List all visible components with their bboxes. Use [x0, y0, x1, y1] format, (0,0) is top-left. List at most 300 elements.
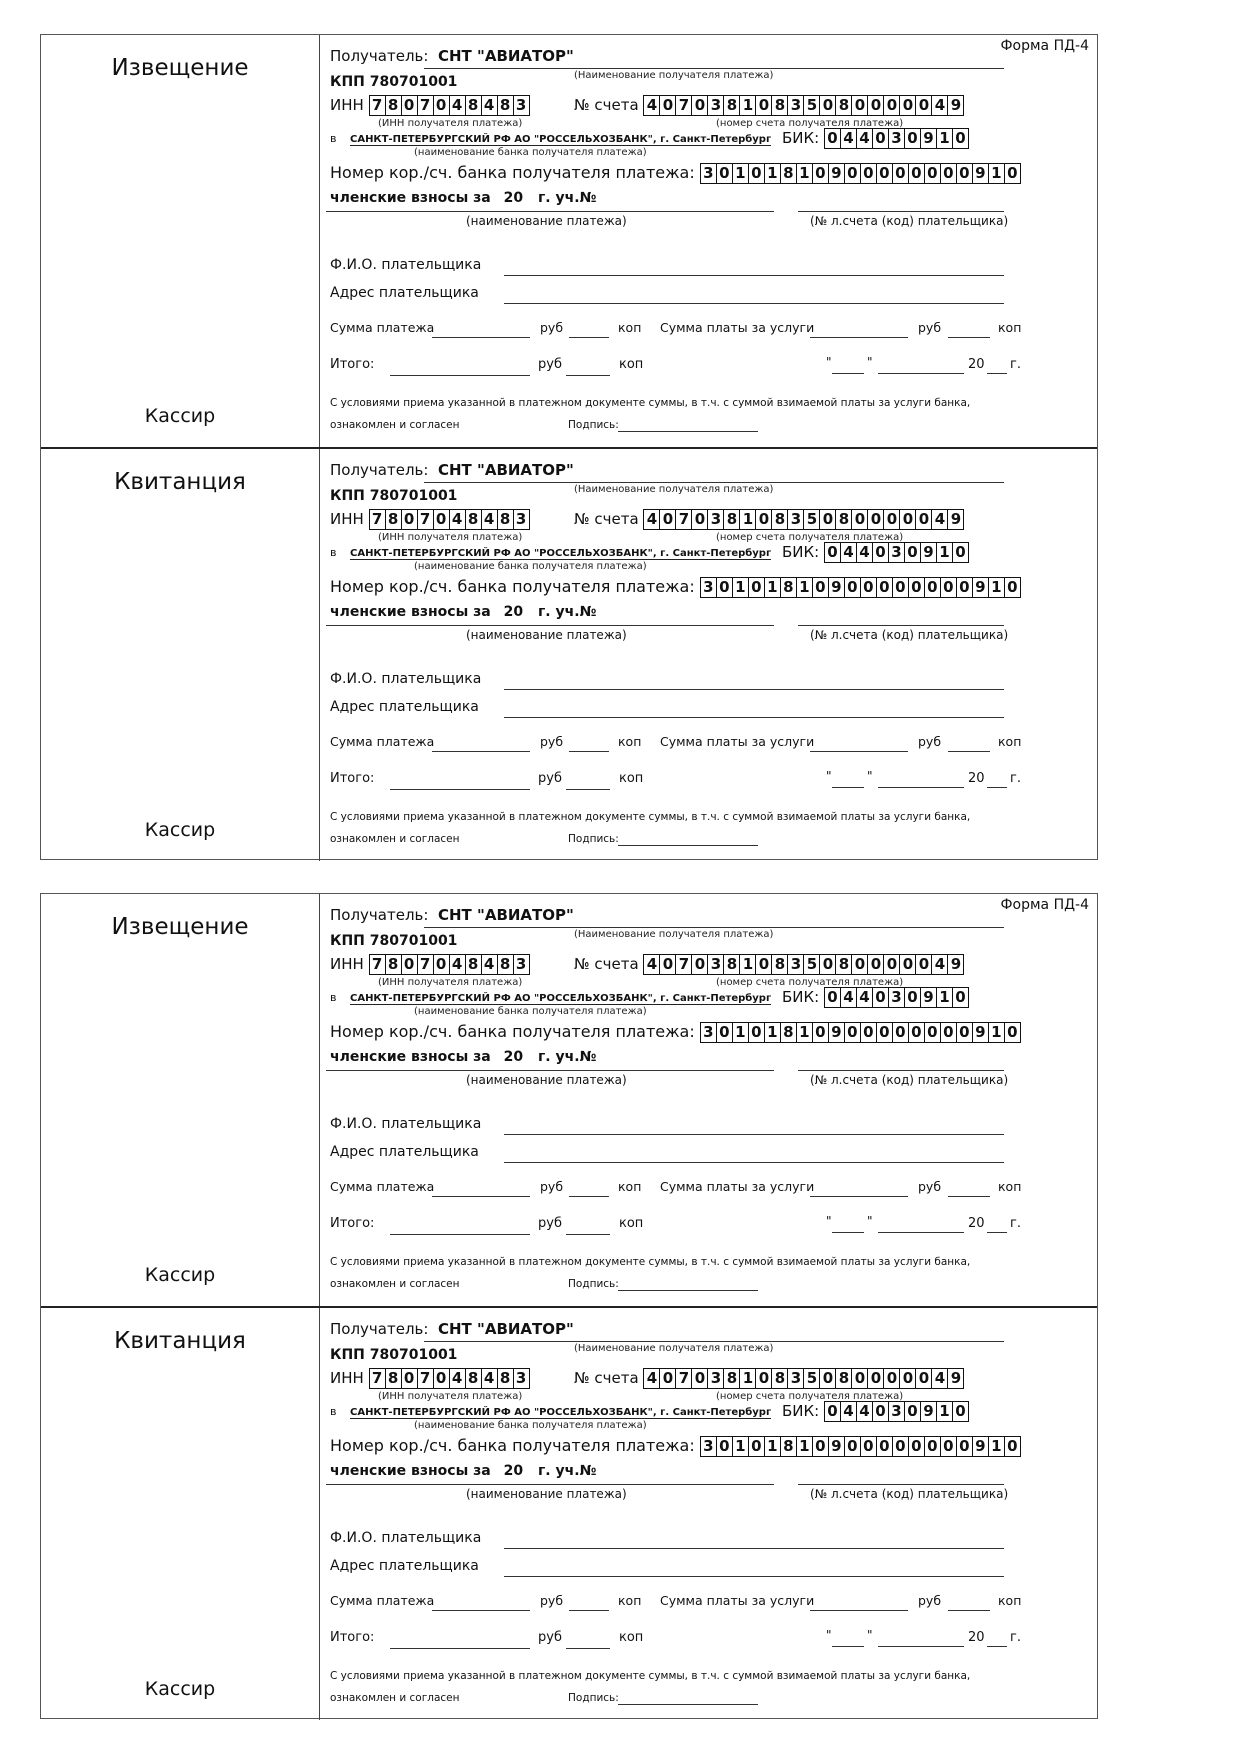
digit-cell: 0	[1004, 164, 1020, 183]
digit-cell: 1	[764, 578, 780, 597]
date-year-suffix: г.	[1010, 1216, 1021, 1231]
service-fee-label: Сумма платы за услуги	[660, 320, 815, 335]
payer-address-label: Адрес плательщика	[330, 1558, 479, 1574]
date-month-field[interactable]	[878, 787, 964, 788]
service-fee-kop-label: коп	[998, 1179, 1022, 1194]
digit-cell: 9	[828, 1437, 844, 1456]
account-code-caption: (№ л.счета (код) плательщика)	[810, 1487, 1009, 1501]
digit-cell: 0	[915, 955, 931, 974]
digit-cell: 0	[908, 578, 924, 597]
payer-address-field[interactable]	[504, 303, 1004, 304]
digit-cell: 0	[860, 578, 876, 597]
account-label: № счета	[574, 96, 639, 114]
date-quote-close: "	[867, 1214, 873, 1228]
inn-caption: (ИНН получателя платежа)	[378, 118, 523, 129]
digit-cell: 0	[899, 1369, 915, 1388]
digit-cell: 4	[481, 1369, 497, 1388]
corr-account-cells	[700, 1022, 1021, 1043]
total-kop-label: коп	[619, 1630, 644, 1645]
digit-cell: 9	[947, 510, 963, 529]
left-column	[41, 894, 320, 1306]
digit-cell: 0	[860, 1437, 876, 1456]
digit-cell: 9	[972, 1023, 988, 1042]
signature-label: Подпись:	[568, 1278, 619, 1290]
recipient-name: СНТ "АВИАТОР"	[438, 1320, 574, 1338]
digit-cell: 1	[764, 1437, 780, 1456]
account-caption: (номер счета получателя платежа)	[716, 532, 904, 543]
recipient-label: Получатель:	[330, 1320, 429, 1338]
digit-cell: 9	[920, 1402, 936, 1421]
bank-name: САНКТ-ПЕТЕРБУРГСКИЙ РФ АО "РОССЕЛЬХОЗБАНК", г. Санкт-Петербург	[349, 993, 772, 1004]
digit-cell: 0	[952, 988, 968, 1007]
digit-cell: 1	[732, 578, 748, 597]
digit-cell: 0	[748, 164, 764, 183]
digit-cell: 0	[908, 164, 924, 183]
payment-form-2	[40, 893, 1098, 1719]
account-code-underline	[798, 1070, 1004, 1071]
digit-cell: 0	[819, 1369, 835, 1388]
date-day-field[interactable]	[832, 787, 864, 788]
date-year-field[interactable]	[987, 1646, 1007, 1647]
payer-name-field[interactable]	[504, 1134, 1004, 1135]
terms-line-1: С условиями приема указанной в платежном документе суммы, в т.ч. с суммой взимаемой платы за услуги банка,	[330, 811, 971, 823]
digit-cell: 4	[840, 543, 856, 562]
sum-rub-field[interactable]	[432, 1196, 530, 1197]
digit-cell: 0	[819, 955, 835, 974]
sum-rub-field[interactable]	[432, 751, 530, 752]
sum-rub-label: руб	[540, 1593, 564, 1608]
digit-cell: 0	[952, 543, 968, 562]
digit-cell: 0	[827, 988, 838, 1006]
service-fee-rub-field[interactable]	[810, 751, 908, 752]
payer-address-label: Адрес плательщика	[330, 699, 479, 715]
account-cells	[643, 509, 964, 530]
corr-account-label: Номер кор./сч. банка получателя платежа:	[330, 1022, 695, 1041]
total-rub-field[interactable]	[390, 1648, 530, 1649]
account-cells	[643, 1368, 964, 1389]
digit-cell: 0	[755, 96, 771, 115]
digit-cell: 0	[748, 578, 764, 597]
service-fee-kop-field[interactable]	[948, 751, 990, 752]
date-month-field[interactable]	[878, 1646, 964, 1647]
digit-cell: 5	[803, 96, 819, 115]
date-day-field[interactable]	[832, 1232, 864, 1233]
digit-cell: 0	[844, 578, 860, 597]
digit-cell: 0	[899, 96, 915, 115]
total-kop-field[interactable]	[566, 1234, 610, 1235]
digit-cell: 0	[915, 510, 931, 529]
account-cells	[643, 95, 964, 116]
digit-cell: 1	[936, 129, 952, 148]
service-fee-label: Сумма платы за услуги	[660, 1179, 815, 1194]
payer-address-field[interactable]	[504, 1576, 1004, 1577]
recipient-name: СНТ "АВИАТОР"	[438, 906, 574, 924]
digit-cell: 3	[888, 129, 904, 148]
total-kop-field[interactable]	[566, 789, 610, 790]
purpose-suffix: г. уч.№	[537, 1049, 597, 1065]
digit-cell: 0	[892, 1023, 908, 1042]
signature-field[interactable]	[618, 845, 758, 846]
signature-field[interactable]	[618, 1290, 758, 1291]
digit-cell: 0	[659, 1369, 675, 1388]
service-fee-kop-field[interactable]	[948, 1196, 990, 1197]
digit-cell: 3	[888, 988, 904, 1007]
digit-cell: 8	[771, 510, 787, 529]
digit-cell: 0	[691, 955, 707, 974]
sum-kop-label: коп	[618, 1179, 642, 1194]
digit-cell: 7	[417, 955, 433, 974]
digit-cell: 0	[659, 510, 675, 529]
digit-cell: 4	[931, 1369, 947, 1388]
digit-cell: 9	[947, 96, 963, 115]
in-label: в	[330, 132, 337, 145]
inn-caption: (ИНН получателя платежа)	[378, 977, 523, 988]
digit-cell: 0	[876, 164, 892, 183]
corr-account-label: Номер кор./сч. банка получателя платежа:	[330, 577, 695, 596]
date-day-field[interactable]	[832, 1646, 864, 1647]
bank-caption: (наименование банка получателя платежа)	[414, 147, 647, 158]
inn-cells	[369, 509, 530, 530]
sum-rub-field[interactable]	[432, 337, 530, 338]
digit-cell: 8	[497, 1369, 513, 1388]
total-rub-field[interactable]	[390, 1234, 530, 1235]
service-fee-kop-label: коп	[998, 734, 1022, 749]
digit-cell: 8	[497, 96, 513, 115]
service-fee-kop-field[interactable]	[948, 337, 990, 338]
total-rub-field[interactable]	[390, 789, 530, 790]
payer-name-label: Ф.И.О. плательщика	[330, 1530, 482, 1546]
digit-cell: 0	[433, 955, 449, 974]
form-content	[326, 449, 1097, 861]
digit-cell: 0	[1004, 1437, 1020, 1456]
digit-cell: 0	[908, 1437, 924, 1456]
digit-cell: 8	[771, 955, 787, 974]
digit-cell: 0	[915, 96, 931, 115]
digit-cell: 8	[385, 510, 401, 529]
service-fee-rub-field[interactable]	[810, 1196, 908, 1197]
digit-cell: 8	[385, 96, 401, 115]
purpose-year: 20	[503, 1049, 524, 1065]
digit-cell: 7	[417, 96, 433, 115]
inn-label: ИНН	[330, 955, 364, 973]
purpose-caption: (наименование платежа)	[466, 628, 627, 642]
service-fee-rub-label: руб	[918, 1593, 942, 1608]
form-content	[326, 35, 1097, 447]
purpose-suffix: г. уч.№	[537, 1463, 597, 1479]
purpose-underline	[326, 1484, 774, 1485]
sum-rub-label: руб	[540, 734, 564, 749]
total-rub-field[interactable]	[390, 375, 530, 376]
account-code-caption: (№ л.счета (код) плательщика)	[810, 1073, 1009, 1087]
account-caption: (номер счета получателя платежа)	[716, 1391, 904, 1402]
bik-cells	[824, 542, 969, 563]
account-code-underline	[798, 625, 1004, 626]
terms-line-1: С условиями приема указанной в платежном документе суммы, в т.ч. с суммой взимаемой платы за услуги банка,	[330, 1256, 971, 1268]
digit-cell: 4	[840, 988, 856, 1007]
digit-cell: 0	[872, 129, 888, 148]
cashier-label: Кассир	[144, 405, 216, 427]
digit-cell: 0	[899, 510, 915, 529]
digit-cell: 0	[924, 578, 940, 597]
left-column	[41, 35, 320, 447]
date-year-prefix: 20	[968, 771, 985, 786]
digit-cell: 5	[803, 1369, 819, 1388]
digit-cell: 0	[956, 1023, 972, 1042]
digit-cell: 0	[812, 164, 828, 183]
cashier-label: Кассир	[144, 1678, 216, 1700]
digit-cell: 1	[732, 1437, 748, 1456]
in-label: в	[330, 546, 337, 559]
bik-label: БИК:	[782, 543, 820, 561]
digit-cell: 4	[931, 955, 947, 974]
sum-kop-field[interactable]	[569, 751, 609, 752]
bank-name: САНКТ-ПЕТЕРБУРГСКИЙ РФ АО "РОССЕЛЬХОЗБАНК", г. Санкт-Петербург	[349, 134, 772, 145]
payer-name-label: Ф.И.О. плательщика	[330, 1116, 482, 1132]
digit-cell: 7	[371, 510, 383, 528]
date-year-field[interactable]	[987, 1232, 1007, 1233]
digit-cell: 0	[401, 96, 417, 115]
digit-cell: 0	[883, 96, 899, 115]
sum-kop-label: коп	[618, 320, 642, 335]
date-month-field[interactable]	[878, 373, 964, 374]
total-kop-field[interactable]	[566, 375, 610, 376]
digit-cell: 0	[755, 1369, 771, 1388]
digit-cell: 0	[952, 129, 968, 148]
digit-cell: 0	[883, 510, 899, 529]
digit-cell: 8	[465, 510, 481, 529]
recipient-name: СНТ "АВИАТОР"	[438, 461, 574, 479]
date-year-field[interactable]	[987, 787, 1007, 788]
sum-rub-field[interactable]	[432, 1610, 530, 1611]
terms-line-2: ознакомлен и согласен	[330, 1278, 460, 1290]
digit-cell: 0	[716, 578, 732, 597]
date-year-field[interactable]	[987, 373, 1007, 374]
digit-cell: 0	[812, 1023, 828, 1042]
purpose-prefix: членские взносы за	[330, 604, 491, 620]
account-label: № счета	[574, 955, 639, 973]
digit-cell: 0	[892, 578, 908, 597]
digit-cell: 0	[401, 510, 417, 529]
digit-cell: 0	[924, 1023, 940, 1042]
digit-cell: 0	[844, 164, 860, 183]
digit-cell: 3	[703, 1437, 714, 1455]
payer-name-field[interactable]	[504, 689, 1004, 690]
digit-cell: 0	[867, 96, 883, 115]
digit-cell: 1	[796, 1023, 812, 1042]
account-caption: (номер счета получателя платежа)	[716, 977, 904, 988]
digit-cell: 0	[940, 1023, 956, 1042]
digit-cell: 8	[835, 96, 851, 115]
digit-cell: 0	[433, 96, 449, 115]
date-day-field[interactable]	[832, 373, 864, 374]
kpp: КПП 780701001	[330, 933, 458, 949]
digit-cell: 4	[856, 543, 872, 562]
digit-cell: 1	[796, 1437, 812, 1456]
bik-cells	[824, 1401, 969, 1422]
date-quote-close: "	[867, 1628, 873, 1642]
purpose-underline	[326, 1070, 774, 1071]
digit-cell: 0	[872, 988, 888, 1007]
payer-address-field[interactable]	[504, 717, 1004, 718]
digit-cell: 5	[803, 955, 819, 974]
digit-cell: 0	[952, 1402, 968, 1421]
inn-caption: (ИНН получателя платежа)	[378, 532, 523, 543]
digit-cell: 0	[844, 1023, 860, 1042]
digit-cell: 9	[828, 578, 844, 597]
sum-kop-field[interactable]	[569, 1610, 609, 1611]
date-year-prefix: 20	[968, 1630, 985, 1645]
cashier-label: Кассир	[144, 819, 216, 841]
in-label: в	[330, 991, 337, 1004]
bank-caption: (наименование банка получателя платежа)	[414, 561, 647, 572]
purpose-prefix: членские взносы за	[330, 190, 491, 206]
digit-cell: 1	[732, 164, 748, 183]
recipient-label: Получатель:	[330, 47, 429, 65]
left-column	[41, 449, 320, 861]
total-kop-label: коп	[619, 1216, 644, 1231]
digit-cell: 0	[956, 164, 972, 183]
payer-address-label: Адрес плательщика	[330, 285, 479, 301]
bik-label: БИК:	[782, 129, 820, 147]
sum-kop-field[interactable]	[569, 337, 609, 338]
date-year-prefix: 20	[968, 357, 985, 372]
service-fee-rub-field[interactable]	[810, 337, 908, 338]
form-section	[41, 1306, 1097, 1720]
total-label: Итого:	[330, 1216, 375, 1231]
date-year-prefix: 20	[968, 1216, 985, 1231]
digit-cell: 9	[947, 955, 963, 974]
purpose-underline	[326, 211, 774, 212]
recipient-underline	[424, 927, 1004, 928]
digit-cell: 0	[812, 1437, 828, 1456]
payer-name-field[interactable]	[504, 275, 1004, 276]
digit-cell: 0	[748, 1437, 764, 1456]
digit-cell: 3	[888, 1402, 904, 1421]
digit-cell: 3	[703, 578, 714, 596]
digit-cell: 0	[691, 96, 707, 115]
digit-cell: 0	[867, 955, 883, 974]
digit-cell: 8	[723, 1369, 739, 1388]
digit-cell: 0	[401, 955, 417, 974]
recipient-underline	[424, 68, 1004, 69]
bank-name: САНКТ-ПЕТЕРБУРГСКИЙ РФ АО "РОССЕЛЬХОЗБАНК", г. Санкт-Петербург	[349, 548, 772, 559]
payer-address-label: Адрес плательщика	[330, 1144, 479, 1160]
kpp: КПП 780701001	[330, 74, 458, 90]
signature-field[interactable]	[618, 431, 758, 432]
digit-cell: 1	[732, 1023, 748, 1042]
account-caption: (номер счета получателя платежа)	[716, 118, 904, 129]
service-fee-kop-field[interactable]	[948, 1610, 990, 1611]
digit-cell: 8	[780, 1437, 796, 1456]
terms-line-2: ознакомлен и согласен	[330, 419, 460, 431]
date-quote-open: "	[826, 769, 832, 783]
sum-label: Сумма платежа	[330, 320, 435, 335]
digit-cell: 0	[908, 1023, 924, 1042]
digit-cell: 0	[904, 129, 920, 148]
sum-kop-field[interactable]	[569, 1196, 609, 1197]
digit-cell: 1	[739, 510, 755, 529]
digit-cell: 3	[707, 1369, 723, 1388]
digit-cell: 0	[851, 1369, 867, 1388]
payer-name-label: Ф.И.О. плательщика	[330, 671, 482, 687]
bank-caption: (наименование банка получателя платежа)	[414, 1006, 647, 1017]
payer-address-field[interactable]	[504, 1162, 1004, 1163]
digit-cell: 9	[920, 988, 936, 1007]
recipient-caption: (Наименование получателя платежа)	[574, 484, 774, 495]
digit-cell: 1	[739, 955, 755, 974]
total-rub-label: руб	[538, 357, 562, 372]
recipient-name: СНТ "АВИАТОР"	[438, 47, 574, 65]
digit-cell: 9	[920, 129, 936, 148]
digit-cell: 0	[851, 955, 867, 974]
service-fee-label: Сумма платы за услуги	[660, 1593, 815, 1608]
purpose-caption: (наименование платежа)	[466, 1073, 627, 1087]
purpose-prefix: членские взносы за	[330, 1049, 491, 1065]
digit-cell: 4	[931, 510, 947, 529]
digit-cell: 8	[771, 96, 787, 115]
digit-cell: 0	[860, 1023, 876, 1042]
total-label: Итого:	[330, 771, 375, 786]
account-code-caption: (№ л.счета (код) плательщика)	[810, 214, 1009, 228]
purpose-year: 20	[503, 1463, 524, 1479]
digit-cell: 8	[835, 955, 851, 974]
digit-cell: 1	[988, 1023, 1004, 1042]
digit-cell: 8	[385, 955, 401, 974]
corr-account-cells	[700, 577, 1021, 598]
payer-name-field[interactable]	[504, 1548, 1004, 1549]
digit-cell: 1	[936, 543, 952, 562]
total-kop-field[interactable]	[566, 1648, 610, 1649]
account-cells	[643, 954, 964, 975]
recipient-label: Получатель:	[330, 906, 429, 924]
digit-cell: 0	[892, 1437, 908, 1456]
digit-cell: 0	[860, 164, 876, 183]
inn-label: ИНН	[330, 510, 364, 528]
purpose-year: 20	[503, 604, 524, 620]
digit-cell: 0	[659, 955, 675, 974]
purpose-suffix: г. уч.№	[537, 604, 597, 620]
digit-cell: 0	[691, 510, 707, 529]
digit-cell: 3	[513, 96, 529, 115]
digit-cell: 0	[867, 1369, 883, 1388]
digit-cell: 0	[851, 510, 867, 529]
digit-cell: 3	[513, 510, 529, 529]
recipient-underline	[424, 482, 1004, 483]
digit-cell: 4	[449, 510, 465, 529]
digit-cell: 3	[787, 96, 803, 115]
digit-cell: 8	[723, 955, 739, 974]
account-code-underline	[798, 1484, 1004, 1485]
service-fee-label: Сумма платы за услуги	[660, 734, 815, 749]
digit-cell: 4	[646, 510, 658, 528]
digit-cell: 0	[872, 1402, 888, 1421]
digit-cell: 0	[867, 510, 883, 529]
digit-cell: 3	[707, 96, 723, 115]
date-month-field[interactable]	[878, 1232, 964, 1233]
digit-cell: 7	[675, 510, 691, 529]
service-fee-rub-field[interactable]	[810, 1610, 908, 1611]
digit-cell: 9	[920, 543, 936, 562]
digit-cell: 3	[513, 955, 529, 974]
bik-cells	[824, 128, 969, 149]
bik-label: БИК:	[782, 988, 820, 1006]
digit-cell: 1	[739, 1369, 755, 1388]
digit-cell: 0	[716, 1023, 732, 1042]
inn-cells	[369, 1368, 530, 1389]
digit-cell: 7	[675, 1369, 691, 1388]
signature-field[interactable]	[618, 1704, 758, 1705]
digit-cell: 4	[840, 1402, 856, 1421]
